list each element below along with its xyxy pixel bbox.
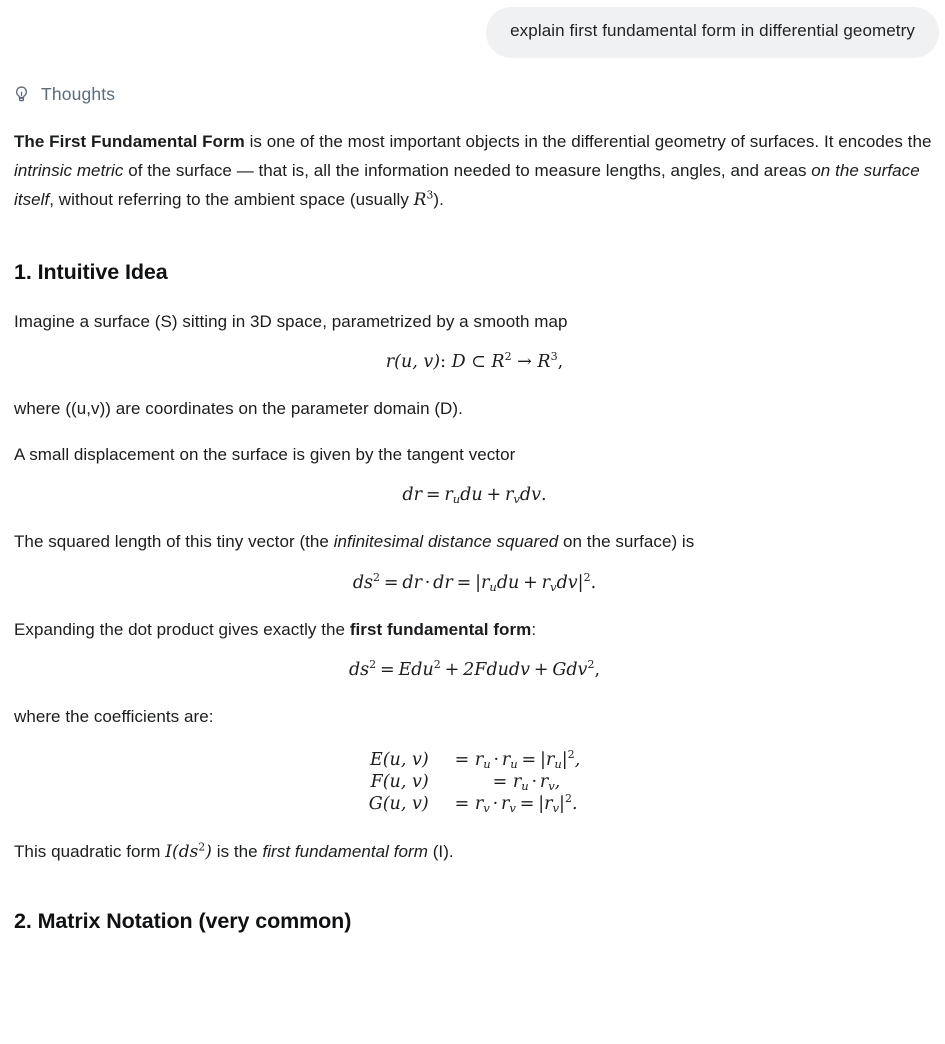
expanding-bold: first fundamental form: [349, 619, 532, 639]
quadratic-italic: first fundamental form: [262, 842, 428, 862]
paragraph-expanding: [14, 615, 935, 644]
expanding-text-2: :: [531, 619, 537, 639]
equation-ds2-dot: $ds^2$ = dr · dr = $|r_udu + r_vdv|^2$.: [352, 570, 597, 594]
quadratic-math: $I(ds^2)$: [165, 840, 212, 863]
paragraph-quadratic-form: [14, 837, 935, 867]
intro-text-4: ).: [433, 190, 444, 210]
thoughts-header[interactable]: [12, 84, 945, 105]
equation-dr: dr = $r_udu + r_vdv$.: [402, 485, 547, 507]
intro-italic-2: on the surface itself: [14, 161, 920, 210]
efg-rhs-E: = $r_u \cdot r_u = |r_u|^2$,: [454, 748, 581, 772]
paragraph-squared-length: [14, 527, 935, 556]
intro-math-r3: $R^3$: [413, 188, 434, 211]
efg-lhs-G: G(u, v): [368, 794, 429, 815]
squared-text-1: The squared length of this tiny vector (the: [14, 532, 334, 552]
section-heading-1: 1. Intuitive Idea: [14, 259, 168, 284]
intro-paragraph: [14, 127, 935, 216]
efg-rhs-F: = $r_u \cdot r_v$,: [492, 772, 561, 794]
paragraph-where-uv: where ((u,v)) are coordinates on the parameter domain (D).: [14, 398, 463, 418]
intro-text-2: of the surface — that is, all the information needed to measure lengths, angles, and areas: [123, 161, 812, 181]
intro-text-3: , without referring to the ambient space (usually: [49, 190, 414, 210]
squared-text-2: on the surface) is: [558, 532, 695, 552]
paragraph-displacement: A small displacement on the surface is given by the tangent vector: [14, 445, 516, 465]
intro-text-1: is one of the most important objects in the differential geometry of surfaces. It encodes the: [244, 131, 932, 151]
equation-row-E: [369, 749, 581, 771]
equation-row-F: [369, 771, 581, 793]
user-message-row: [0, 0, 945, 58]
expanding-text-1: Expanding the dot product gives exactly the: [14, 619, 350, 639]
section-heading-2: 2. Matrix Notation (very common): [14, 909, 352, 934]
squared-italic: infinitesimal distance squared: [333, 532, 559, 552]
user-message-bubble[interactable]: explain first fundamental form in differential geometry: [486, 7, 939, 58]
quadratic-text-3: (I).: [427, 842, 454, 862]
efg-rhs-G: = $r_v \cdot r_v = |r_v|^2$.: [454, 792, 578, 816]
quadratic-text-1: This quadratic form: [14, 842, 166, 862]
equation-block-efg: [14, 749, 935, 815]
response-body: [0, 127, 945, 934]
intro-bold-lead: The First Fundamental Form: [14, 131, 245, 151]
intro-italic-1: intrinsic metric: [14, 161, 124, 181]
efg-lhs-F: F(u, v): [370, 772, 429, 793]
paragraph-imagine: Imagine a surface (S) sitting in 3D space, parametrized by a smooth map: [14, 311, 568, 331]
equation-first-fundamental-form: $ds^2 = Edu^2$ + 2Fdudv + Gdv$^2$,: [348, 657, 601, 680]
efg-table: [369, 749, 581, 815]
lightbulb-icon: [12, 85, 31, 104]
equation-parametrization: r(u, v): D ⊂ $R^2 \to R^3$,: [385, 350, 564, 372]
thoughts-label: Thoughts: [41, 83, 116, 104]
paragraph-coefficients: where the coefficients are:: [14, 706, 214, 726]
quadratic-text-2: is the: [211, 842, 263, 862]
efg-lhs-E: E(u, v): [369, 750, 429, 771]
equation-row-G: [369, 793, 581, 815]
